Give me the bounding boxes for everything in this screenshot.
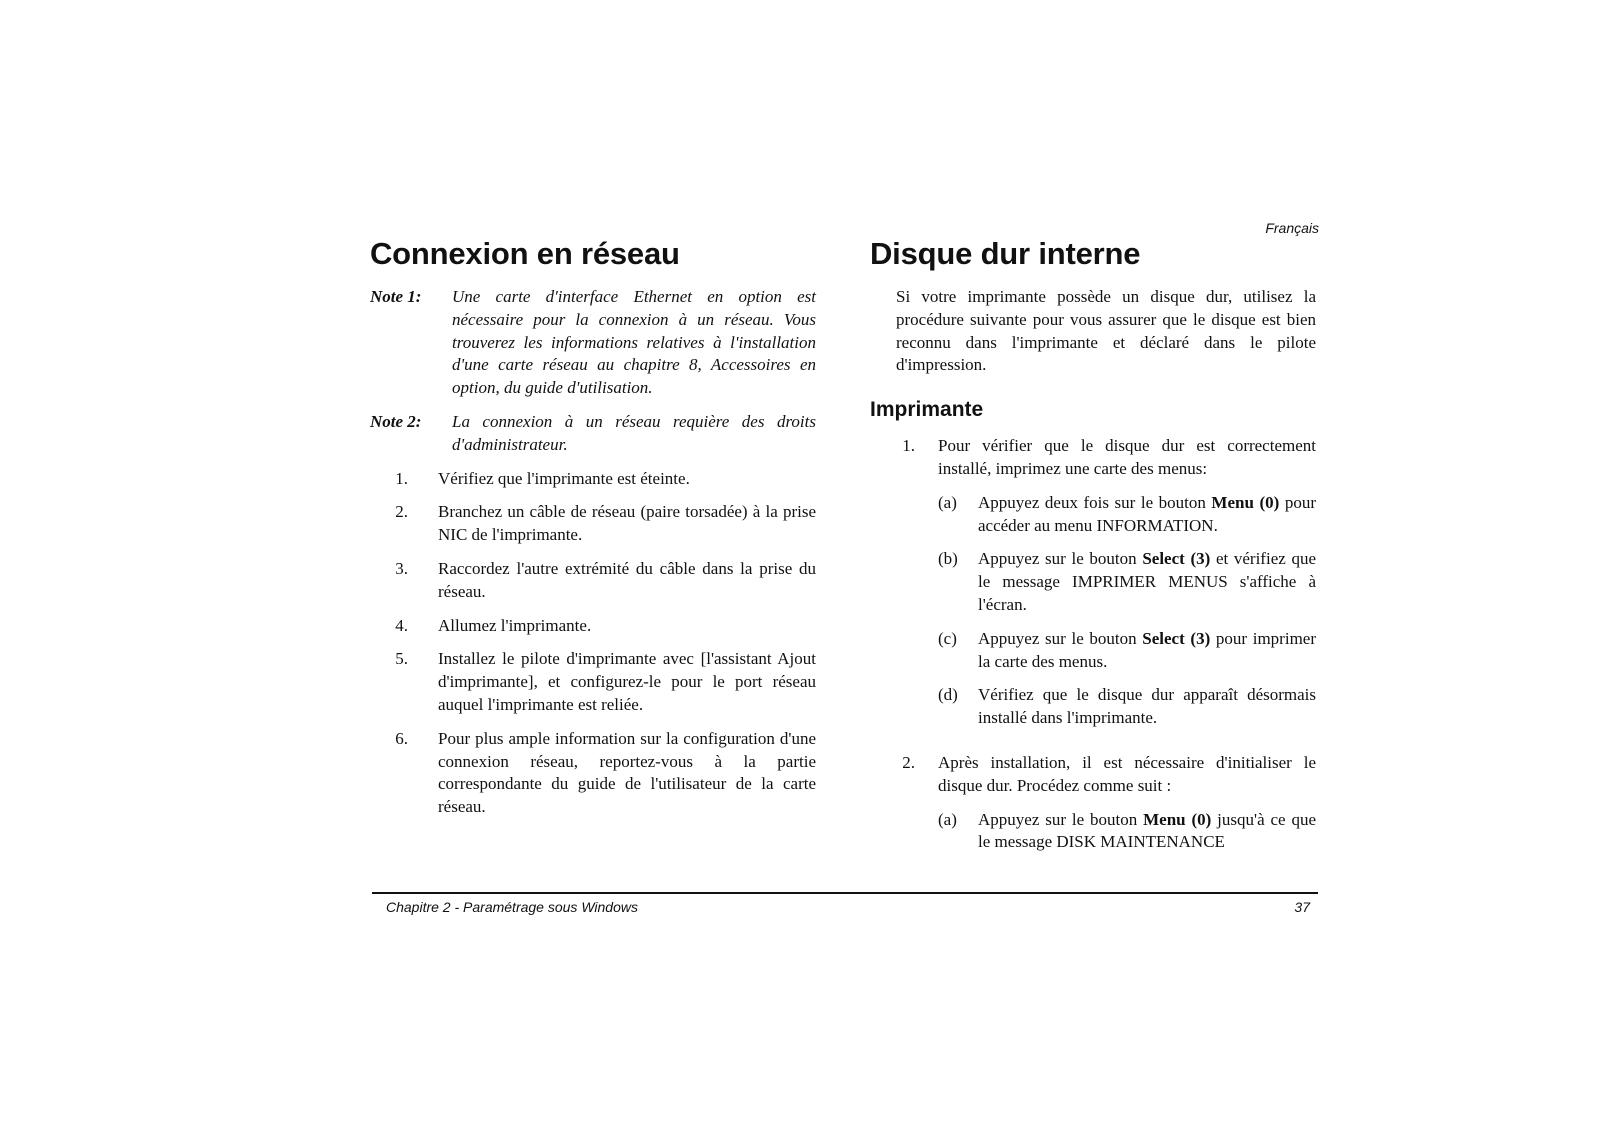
step-content: [938, 435, 1316, 741]
step-text: Pour vérifier que le disque dur est correctement installé, imprimez une carte des menus:: [938, 436, 1316, 478]
list-item: [370, 648, 816, 716]
sub-step-label: (d): [938, 685, 958, 705]
step-number: 6.: [395, 728, 408, 748]
list-item: [870, 435, 1316, 741]
text-run: pour imprimer la carte des menus.: [978, 628, 1316, 671]
sub-step-label: (a): [938, 809, 957, 829]
sub-step-text: Vérifiez que le disque dur apparaît désormais installé dans l'imprimante.: [978, 685, 1316, 728]
sub-step-d: [938, 684, 1316, 730]
subsection-title-printer: Imprimante: [870, 398, 984, 422]
text-run: Appuyez sur le bouton: [978, 628, 1143, 648]
button-name: Menu (0): [1143, 809, 1212, 829]
list-item: [370, 501, 816, 547]
step-text: Vérifiez que l'imprimante est éteinte.: [438, 468, 690, 488]
step-content: [938, 752, 1316, 865]
intro-paragraph: Si votre imprimante possède un disque dur, utilisez la procédure suivante pour vous assurer que le disque est bien reconnu dans l'imprimante et déclaré dans le pilote d'impression.: [896, 287, 1316, 375]
step-number: 3.: [395, 558, 408, 578]
sub-step-text: [978, 492, 1316, 538]
list-item: [370, 615, 816, 638]
step-number: 5.: [395, 649, 408, 669]
note-text: La connexion à un réseau requière des droits d'administrateur.: [452, 411, 816, 454]
step-number: 2.: [902, 752, 915, 772]
step-text: Après installation, il est nécessaire d'initialiser le disque dur. Procédez comme suit :: [938, 752, 1316, 795]
step-number: 1.: [902, 436, 915, 456]
note-1: [370, 286, 816, 400]
text-run: et vérifiez que le message IMPRIMER MENUS s'affiche à l'écran.: [978, 549, 1316, 614]
step-number: 4.: [395, 615, 408, 635]
button-name: Select (3): [1142, 628, 1211, 648]
step-text: Pour plus ample information sur la configuration d'une connexion réseau, reportez-vous à la partie correspondante du guide de l'utilisateur de la carte réseau.: [438, 728, 816, 817]
network-steps: [370, 468, 816, 819]
left-column: [370, 236, 816, 830]
sub-step-text: [978, 628, 1316, 674]
sub-step-a: [938, 492, 1316, 538]
button-name: Menu (0): [1211, 492, 1280, 512]
sub-step-label: (a): [938, 492, 957, 512]
text-run: Appuyez sur le bouton: [978, 549, 1143, 569]
page-number: 37: [1294, 899, 1310, 915]
button-name: Select (3): [1142, 549, 1211, 569]
step-number: 1.: [395, 468, 408, 488]
section-title-hard-disk: Disque dur interne: [870, 236, 1141, 271]
text-run: Appuyez sur le bouton: [978, 809, 1144, 829]
step-text: Raccordez l'autre extrémité du câble dans la prise du réseau.: [438, 558, 816, 601]
section-title-network: Connexion en réseau: [370, 236, 680, 271]
note-label: Note 2:: [370, 411, 422, 431]
list-item: [370, 468, 816, 491]
text-run: pour accéder au menu INFORMATION.: [978, 492, 1316, 535]
sub-step-text: [978, 809, 1316, 855]
footer-chapter: Chapitre 2 - Paramétrage sous Windows: [386, 899, 638, 915]
step-number: 2.: [395, 502, 408, 522]
list-item: [370, 728, 816, 819]
list-item: [870, 752, 1316, 865]
sub-step-a: [938, 809, 1316, 855]
sub-step-text: [978, 548, 1316, 616]
list-item: [370, 558, 816, 604]
text-run: Appuyez deux fois sur le bouton: [978, 492, 1212, 512]
disk-steps: [870, 435, 1316, 865]
sub-step-label: (b): [938, 549, 958, 569]
footer-divider: [372, 892, 1318, 894]
note-2: [370, 411, 816, 457]
step-text: Installez le pilote d'imprimante avec [l'assistant Ajout d'imprimante], et configurez-le pour le port réseau auquel l'imprimante est reliée.: [438, 649, 816, 714]
step-text: Branchez un câble de réseau (paire torsadée) à la prise NIC de l'imprimante.: [438, 502, 816, 545]
right-column: [870, 236, 1316, 876]
text-run: jusqu'à ce que le message DISK MAINTENANCE: [978, 809, 1316, 852]
step-text: Allumez l'imprimante.: [438, 615, 592, 635]
note-label: Note 1:: [370, 287, 422, 306]
sub-step-label: (c): [938, 628, 957, 648]
sub-step-c: [938, 628, 1316, 674]
note-text: Une carte d'interface Ethernet en option est nécessaire pour la connexion à un réseau. Vous trouverez les informations relatives à l'installation d'une carte réseau au chapitre 8, Accessoires en option, du guide d'utilisation.: [452, 287, 816, 398]
language-label: Français: [1265, 220, 1319, 236]
sub-step-b: [938, 548, 1316, 616]
